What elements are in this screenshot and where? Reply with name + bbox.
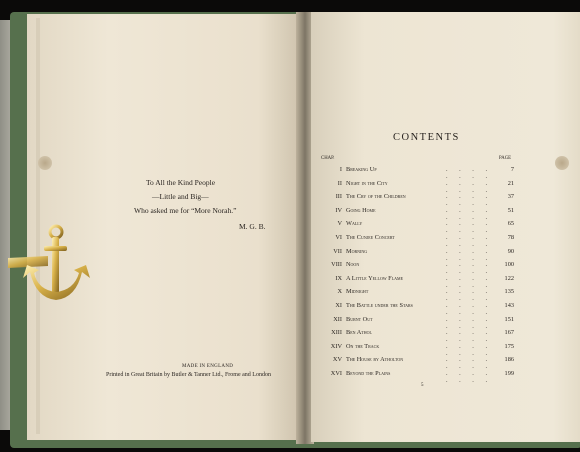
chapter-title: On the Track xyxy=(346,342,380,350)
toc-row xyxy=(318,274,514,289)
leader-dots: . . . . . . . . xyxy=(446,302,493,316)
printer-imprint: Printed in Great Britain by Butler & Tanner Ltd., Frome and London xyxy=(106,372,271,378)
chapter-title: The House by Atholton xyxy=(346,356,404,364)
chapter-number: I xyxy=(339,166,342,173)
chapter-title: The Cunjee Concert xyxy=(346,234,395,241)
dedication-line: To All the Kind People xyxy=(146,178,216,187)
chapter-page: 37 xyxy=(507,193,514,201)
chapter-page: 143 xyxy=(504,302,514,309)
chapter-number: X xyxy=(337,288,342,296)
chapter-page: 167 xyxy=(504,329,514,337)
chapter-title: A Little Yellow Flame xyxy=(346,274,404,282)
chapter-number: IV xyxy=(335,206,342,214)
page-punch-hole xyxy=(555,156,569,170)
chapter-number: II xyxy=(337,179,342,187)
leader-dots: . . . . . . . . xyxy=(446,206,493,221)
chapter-number: XVI xyxy=(330,370,342,377)
leader-dots: . . . . . . . . xyxy=(446,288,493,303)
chapter-page: 78 xyxy=(507,234,514,241)
leader-dots: . . . . . . . . xyxy=(446,274,493,289)
chapter-title: The Cry of the Children xyxy=(346,193,406,201)
leader-dots: . . . . . . . . xyxy=(446,356,493,371)
leader-dots: . . . . . . . . xyxy=(446,179,493,194)
toc-row xyxy=(318,179,514,194)
contents-heading: CONTENTS xyxy=(393,132,460,143)
chapter-page: 175 xyxy=(504,342,514,350)
toc-row xyxy=(318,302,514,316)
leader-dots: . . . . . . . . xyxy=(446,329,493,344)
chapter-number: V xyxy=(337,220,342,228)
chapter-number: XI xyxy=(335,302,342,309)
page-column-header: PAGE xyxy=(499,156,512,161)
chapter-number: XV xyxy=(332,356,342,364)
chapter-number: IX xyxy=(335,274,342,282)
leader-dots: . . . . . . . . xyxy=(446,220,493,235)
dedication-initials: M. G. B. xyxy=(239,222,266,231)
chapter-title: Midnight xyxy=(346,288,369,296)
chapter-title: Night in the City xyxy=(346,179,388,187)
leader-dots: . . . . . . . . xyxy=(446,342,493,357)
toc-row xyxy=(318,234,514,248)
toc-row xyxy=(318,220,514,235)
made-in-england: MADE IN ENGLAND xyxy=(182,364,234,369)
chapter-title: Morning xyxy=(346,247,368,255)
chapter-number: XIII xyxy=(331,329,342,337)
toc-row xyxy=(318,329,514,344)
chapter-number: VII xyxy=(333,247,342,255)
toc-row xyxy=(318,247,514,262)
toc-row xyxy=(318,370,514,384)
chapter-number: III xyxy=(335,193,342,201)
chapter-number: VI xyxy=(335,234,342,241)
toc-row xyxy=(318,315,514,330)
chapter-title: Noon xyxy=(346,261,360,269)
chapter-title: Ben Athol xyxy=(346,329,372,337)
toc-row xyxy=(318,206,514,221)
chapter-page: 199 xyxy=(504,370,514,377)
chapter-page: 122 xyxy=(504,274,514,282)
toc-row xyxy=(318,261,514,276)
leader-dots: . . . . . . . . xyxy=(446,315,493,330)
leader-dots: . . . . . . . . xyxy=(446,247,493,262)
chapter-page: 151 xyxy=(504,315,514,323)
chapter-page: 7 xyxy=(510,166,514,173)
leader-dots: . . . . . . . . xyxy=(446,261,493,276)
chapter-title: Going Home xyxy=(346,206,376,214)
page-folio: 5 xyxy=(421,383,424,388)
chapter-title: Breaking Up xyxy=(346,166,377,173)
chapter-page: 90 xyxy=(507,247,514,255)
chapter-page: 135 xyxy=(504,288,514,296)
chapter-number: XIV xyxy=(330,342,342,350)
toc-row xyxy=(318,193,514,208)
leader-dots: . . . . . . . . xyxy=(446,234,493,248)
dedication-line: —Little and Big— xyxy=(152,192,209,201)
toc-row xyxy=(318,166,514,180)
chapter-number: VIII xyxy=(331,261,342,269)
chapter-page: 65 xyxy=(507,220,514,228)
toc-row xyxy=(318,288,514,303)
chapter-page: 100 xyxy=(504,261,514,269)
chapter-page: 21 xyxy=(507,179,514,187)
chap-column-header: CHAP. xyxy=(321,156,335,161)
chapter-page: 51 xyxy=(507,206,514,214)
toc-row xyxy=(318,356,514,371)
chapter-title: Beyond the Plains xyxy=(346,370,391,377)
toc-row xyxy=(318,342,514,357)
chapter-title: The Battle under the Stars xyxy=(346,302,413,309)
chapter-title: Wally xyxy=(346,220,363,228)
chapter-title: Burnt Out xyxy=(346,315,373,323)
page-punch-hole xyxy=(38,156,52,170)
chapter-number: XII xyxy=(333,315,342,323)
leader-dots: . . . . . . . . xyxy=(446,193,493,208)
leader-dots: . . . . . . . . xyxy=(446,166,493,180)
dedication-line: Who asked me for “More Norah.” xyxy=(134,206,237,215)
leader-dots: . . . . . . . . xyxy=(446,370,493,384)
chapter-page: 186 xyxy=(504,356,514,364)
anchor-icon xyxy=(8,220,108,310)
